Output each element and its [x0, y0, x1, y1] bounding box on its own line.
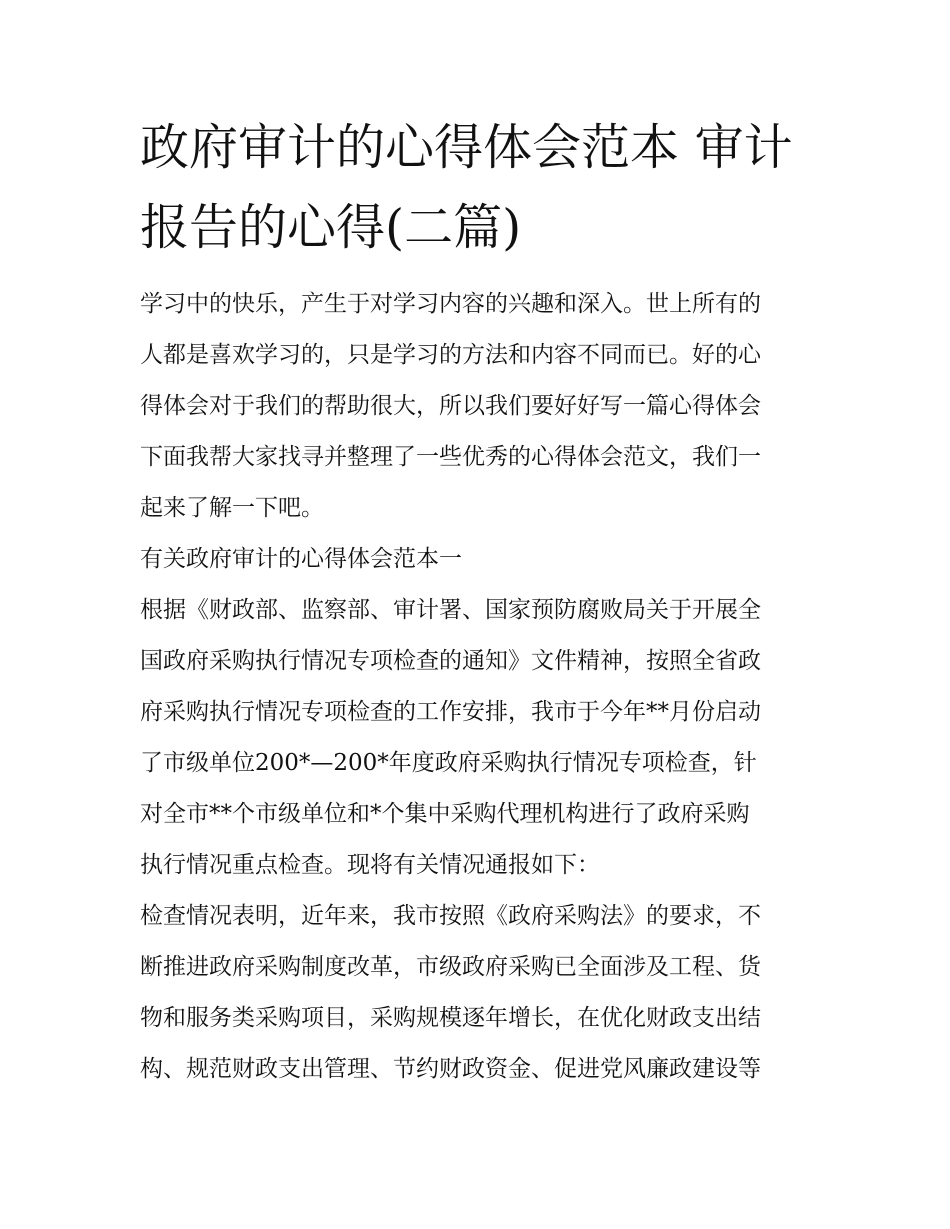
text-line: 得体会对于我们的帮助很大，所以我们要好好写一篇心得体会	[140, 393, 761, 419]
document-title	[140, 108, 830, 268]
title-line: 政府审计的心得体会范本 审计	[140, 119, 793, 176]
title-line: 报告的心得(二篇)	[140, 199, 522, 256]
body-paragraph-1	[140, 585, 820, 891]
document-body	[140, 279, 820, 1095]
text-line: 下面我帮大家找寻并整理了一些优秀的心得体会范文，我们一	[140, 444, 761, 470]
section-heading-text: 有关政府审计的心得体会范本一	[140, 546, 462, 572]
text-line: 起来了解一下吧。	[140, 495, 324, 521]
body-paragraph-2	[140, 891, 820, 1095]
text-line: 物和服务类采购项目，采购规模逐年增长，在优化财政支出结	[140, 1005, 761, 1031]
section-heading	[140, 534, 820, 585]
text-line: 执行情况重点检查。现将有关情况通报如下：	[140, 852, 600, 878]
text-line: 人都是喜欢学习的，只是学习的方法和内容不同而已。好的心	[140, 342, 761, 368]
text-line: 府采购执行情况专项检查的工作安排，我市于今年**月份启动	[140, 699, 761, 725]
text-line: 根据《财政部、监察部、审计署、国家预防腐败局关于开展全	[140, 597, 761, 623]
text-line: 检查情况表明，近年来，我市按照《政府采购法》的要求，不	[140, 903, 761, 929]
text-line: 对全市**个市级单位和*个集中采购代理机构进行了政府采购	[140, 801, 750, 827]
text-line: 学习中的快乐，产生于对学习内容的兴趣和深入。世上所有的	[140, 291, 761, 317]
intro-paragraph	[140, 279, 820, 534]
text-line: 国政府采购执行情况专项检查的通知》文件精神，按照全省政	[140, 648, 761, 674]
text-line: 断推进政府采购制度改革，市级政府采购已全面涉及工程、货	[140, 954, 761, 980]
text-line: 构、规范财政支出管理、节约财政资金、促进党风廉政建设等	[140, 1056, 761, 1082]
text-line: 了市级单位200*—200*年度政府采购执行情况专项检查，针	[140, 750, 757, 776]
